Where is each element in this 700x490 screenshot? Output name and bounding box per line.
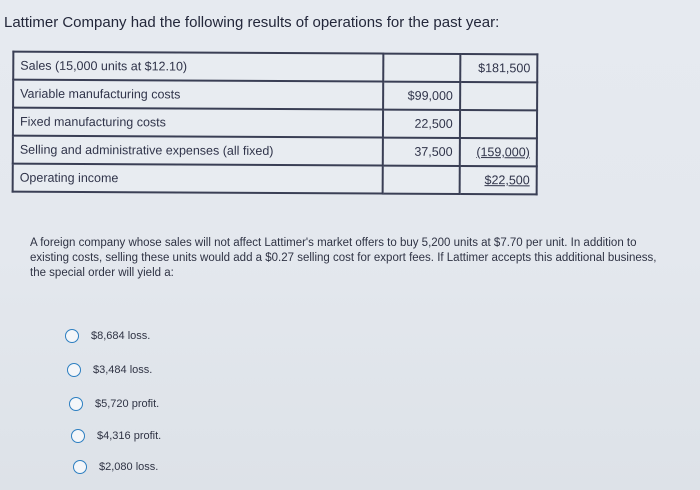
table-row: Operating income $22,500 [13, 164, 537, 195]
table-row: Variable manufacturing costs $99,000 [13, 80, 537, 111]
income-statement-table [12, 51, 539, 196]
question-text: A foreign company whose sales will not affect Lattimer's market offers to buy 5,200 units at $7.70 per unit. In addition to existing costs, selling these units would add a $0.27 selling cost for export fees. If Lattimer accepts this additional business, the special order will yield a: [30, 237, 657, 279]
answer-option[interactable]: $8,684 loss. [65, 329, 150, 343]
table-row: Fixed manufacturing costs 22,500 [13, 108, 537, 139]
table-row: Selling and administrative expenses (all fixed) 37,500 (159,000) [13, 136, 537, 167]
radio-button[interactable] [67, 363, 81, 377]
radio-button[interactable] [71, 429, 85, 443]
answer-option[interactable]: $4,316 profit. [71, 429, 161, 443]
table-row: Sales (15,000 units at $12.10) $181,500 [13, 52, 537, 83]
answer-option[interactable]: $2,080 loss. [73, 460, 158, 474]
answer-option[interactable]: $3,484 loss. [67, 363, 152, 377]
radio-button[interactable] [73, 460, 87, 474]
radio-button[interactable] [65, 329, 79, 343]
answer-option[interactable]: $5,720 profit. [69, 397, 159, 411]
radio-button[interactable] [69, 397, 83, 411]
problem-title: Lattimer Company had the following results of operations for the past year: [4, 14, 500, 31]
